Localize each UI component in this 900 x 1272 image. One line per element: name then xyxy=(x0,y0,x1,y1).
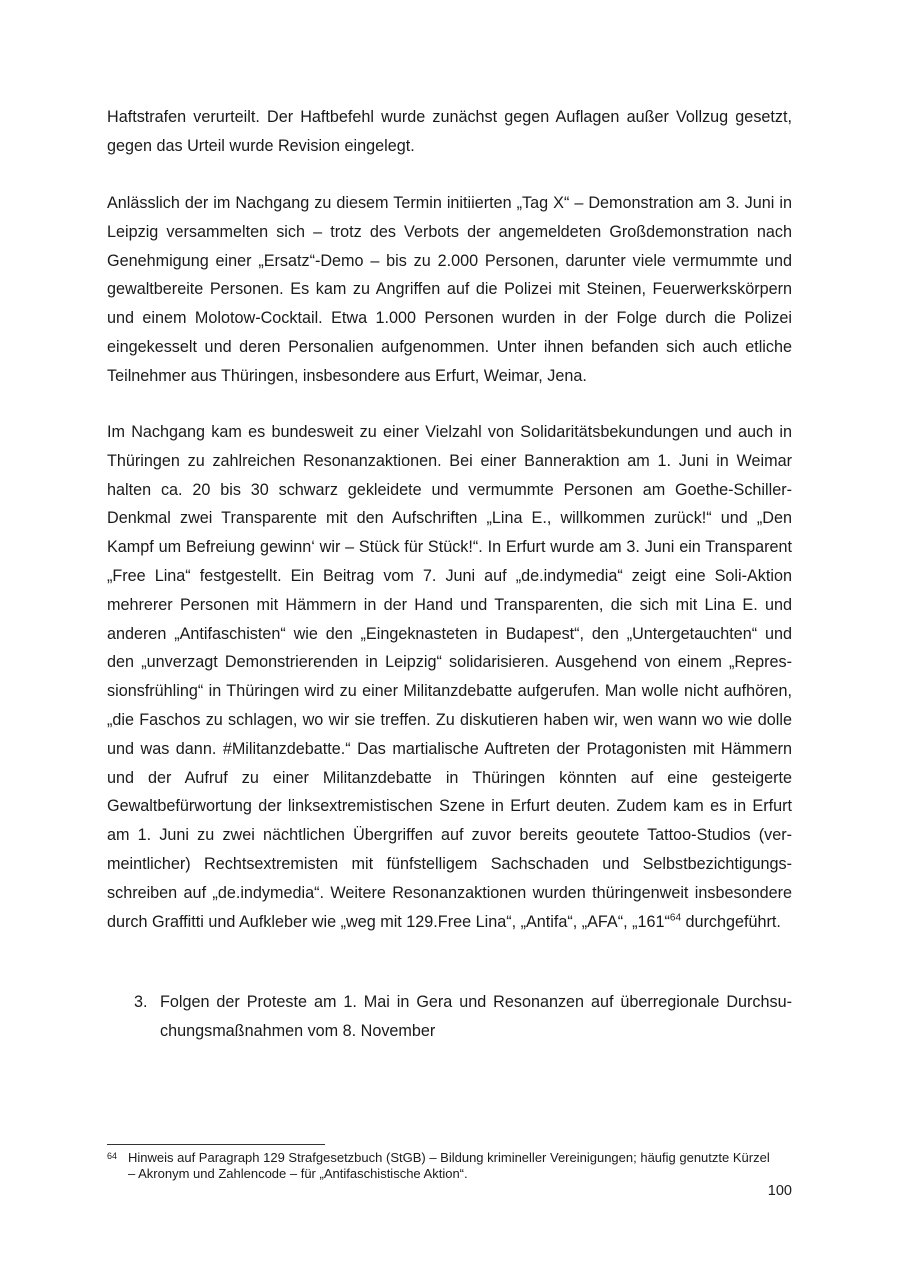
page-number: 100 xyxy=(767,1183,792,1199)
paragraph-3-ending: durchgeführt. xyxy=(685,912,781,931)
paragraph-1: Haftstrafen verurteilt. Der Haftbefehl wurde zunächst gegen Auflagen außer Vollzug gesetzt, gegen das Urteil wurde Revision eingelegt. xyxy=(107,108,792,155)
paragraph-3 xyxy=(107,418,792,936)
paragraph-3-text: Im Nachgang kam es bundesweit zu einer Vielzahl von Solidaritätsbekundungen und auch in Thüringen zu zahlreichen Resonanzaktionen. Bei einer Banneraktion am 1. Juni in Weimar halten ca. 20 bis 30 schwarz gekleidete und vermummte Personen am Goethe-Schiller-Denkmal zwei Transparente mit den Aufschriften „Lina E., willkommen zurück!“ und „Den Kampf um Befreiung gewinn‘ wir – Stück für Stück!“. In Erfurt wurde am 3. Juni ein Transparent „Free Lina“ festgestellt. Ein Beitrag vom 7. Juni auf „de.indymedia“ zeigt eine Soli-Aktion mehrerer Personen mit Hämmern in der Hand und Transparenten, die sich mit Lina E. und anderen „Antifaschisten“ wie den „Eingeknasteten in Budapest“, den „Untergetauchten“ und den „unverzagt Demonstrierenden in Leipzig“ solidarisieren. Ausgehend von einem „Repressionsfrühling“ in Thüringen wird zu einer Militanzdebatte aufgerufen. Man wolle nicht aufhören, „die Faschos zu schlagen, wo wir sie treffen. Zu diskutieren haben wir, wen wann wo wie dolle und was dann. #Militanzdebatte.“ Das martialische Auftreten der Protagonisten mit Hämmern und der Aufruf zu einer Militanzdebatte in Thüringen könnten auf eine gesteigerte Gewaltbefürwortung der linksextremistischen Szene in Erfurt deuten. Zudem kam es in Erfurt am 1. Juni zu zwei nächtlichen Übergriffen auf zuvor bereits geoutete Tattoo-Studios (vermeintlicher) Rechtsextremisten mit fünfstelligem Sachschaden und Selbstbezichtigungsschreiben auf „de.indymedia“. Weitere Resonanzaktionen wurden thüringenweit insbesondere durch Graffitti und Aufkleber wie „weg mit 129.Free Lina“, „Antifa“, „AFA“, „161“ xyxy=(107,423,792,931)
footnote xyxy=(107,1150,777,1182)
footnote-reference[interactable]: 64 xyxy=(669,912,682,924)
footnote-text: Hinweis auf Paragraph 129 Strafgesetzbuch (StGB) – Bildung krimineller Vereinigungen; häufig genutzte Kürzel – Akronym und Zahlencode – für „Antifaschistische Aktion“. xyxy=(128,1150,770,1181)
paragraph-2: Anlässlich der im Nachgang zu diesem Termin initiierten „Tag X“ – Demonstration am 3. Juni in Leipzig versammelten sich – trotz des Verbots der angemeldeten Großdemonstration nach Genehmigung einer „Ersatz“-Demo – bis zu 2.000 Personen, darunter viele vermummte und gewaltbereite Personen. Es kam zu Angriffen auf die Polizei mit Steinen, Feuerwerkskörpern und einem Molotow-Cocktail. Etwa 1.000 Personen wurden in der Folge durch die Polizei eingekesselt und deren Personalien aufgenommen. Unter ihnen befanden sich auch etliche Teilnehmer aus Thüringen, insbesondere aus Erfurt, Weimar, Jena. xyxy=(107,194,792,385)
section-title: Folgen der Proteste am 1. Mai in Gera und Resonanzen auf überregionale Durchsuchungsmaßnahmen vom 8. November xyxy=(160,993,792,1040)
section-heading xyxy=(107,988,792,1046)
section-number: 3. xyxy=(134,993,148,1011)
footnote-divider xyxy=(107,1144,325,1145)
footnote-marker: 64 xyxy=(107,1151,118,1161)
